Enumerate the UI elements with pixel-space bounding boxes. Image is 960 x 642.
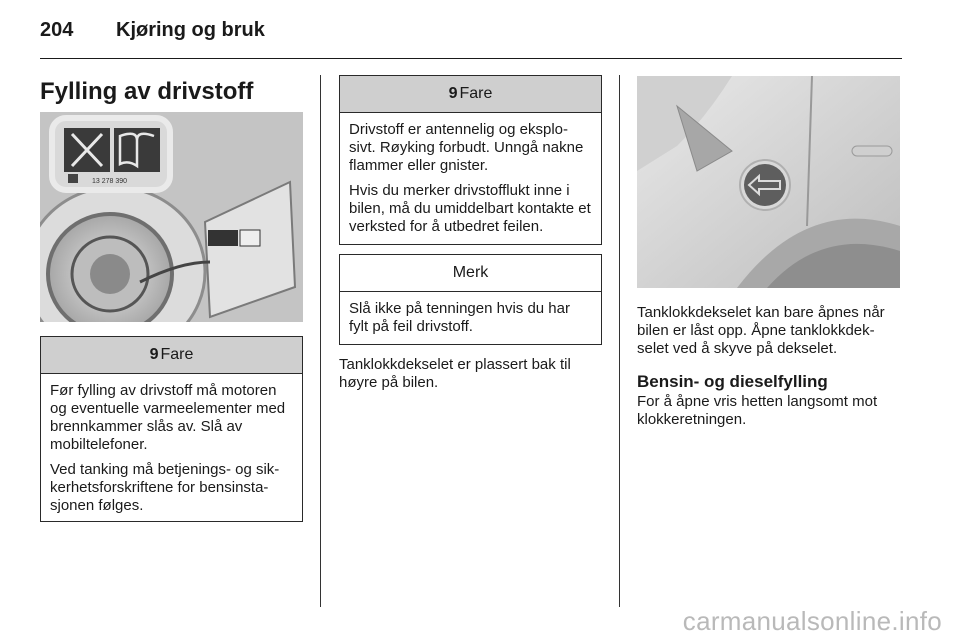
fuel-door-location-text: Tanklokkdekselet er plassert bak til høyre på bilen. — [339, 356, 571, 391]
warning-heading: Fare — [459, 85, 493, 102]
note-box — [339, 254, 602, 345]
figure-code-label: 13 278 390 — [92, 178, 128, 185]
note-text: Slå ikke på tenningen hvis du har fylt på feil drivstoff. — [349, 300, 570, 335]
section-title: Fylling av drivstoff — [40, 78, 254, 105]
fuel-door-photo — [637, 76, 900, 288]
fuel-door-open-text: Tanklokkdekselet kan bare åpnes når bilen er låst opp. Åpne tanklokkdek-selet ved å skyve på dekselet. — [637, 304, 885, 357]
warning-paragraph: Ved tanking må betjenings- og sik-kerhetsforskriftene for bensinsta-sjonen følges. — [50, 461, 280, 514]
column-divider-right — [619, 75, 620, 607]
subsection-text: For å åpne vris hetten langsomt mot klokkeretningen. — [637, 393, 878, 428]
fuel-filler-photo — [40, 112, 303, 322]
warning-heading: Fare — [160, 346, 194, 363]
warning-paragraph: Før fylling av drivstoff må motoren og eventuelle varmeelementer med brennkammer slås av. Slå av mobiltelefoner. — [50, 382, 286, 453]
warning-box-header — [41, 337, 302, 374]
column-divider-left — [320, 75, 321, 607]
warning-box-flammable — [339, 75, 602, 245]
subsection-title: Bensin- og dieselfylling — [637, 372, 828, 391]
page-number: 204 — [40, 19, 74, 41]
warning-triangle-icon: 9 — [149, 346, 159, 363]
watermark-text: carmanualsonline.info — [682, 606, 942, 636]
warning-box-header — [340, 76, 601, 113]
warning-triangle-icon: 9 — [448, 85, 458, 102]
warning-box-fuel-shutdown — [40, 336, 303, 522]
warning-paragraph: Hvis du merker drivstofflukt inne i bilen, må du umiddelbart kontakte et verksted for å utbedret feilen. — [349, 182, 591, 235]
note-box-header: Merk — [340, 255, 601, 292]
chapter-title: Kjøring og bruk — [116, 19, 265, 41]
header-divider — [40, 58, 902, 59]
warning-paragraph: Drivstoff er antennelig og eksplo-sivt. Røyking forbudt. Unngå nakne flammer eller gnister. — [349, 121, 584, 174]
